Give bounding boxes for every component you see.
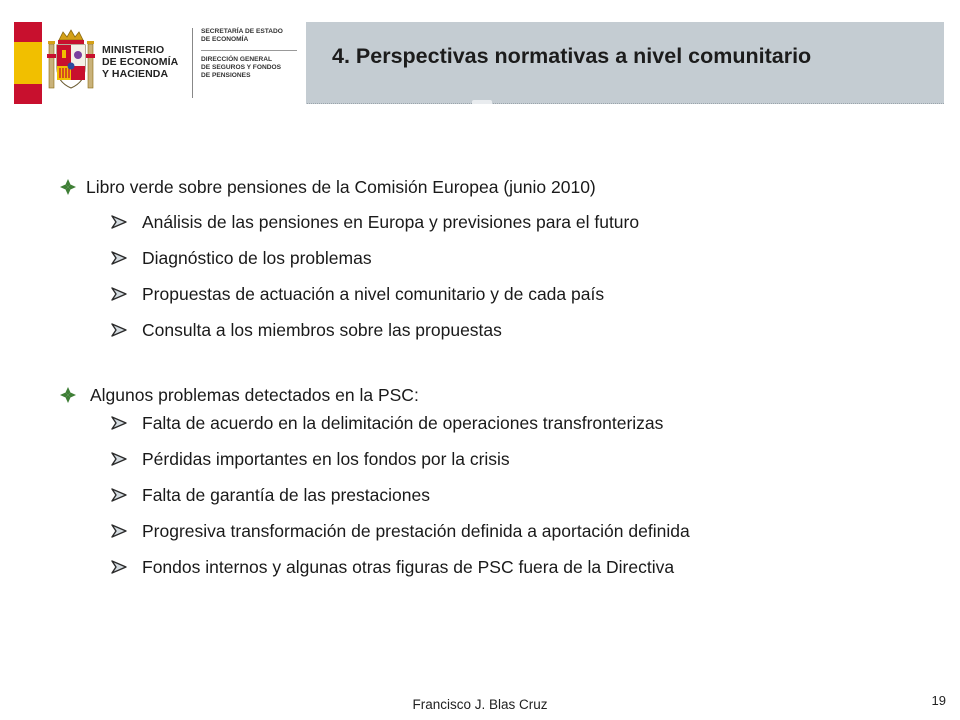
right-arrowhead-icon bbox=[110, 452, 128, 466]
right-arrowhead-icon bbox=[110, 560, 128, 574]
section-heading bbox=[58, 176, 938, 198]
section-items bbox=[110, 204, 938, 348]
coat-of-arms-icon bbox=[42, 22, 100, 104]
list-item-text: Falta de garantía de las prestaciones bbox=[142, 485, 430, 505]
flag-strip bbox=[14, 22, 42, 104]
list-item bbox=[110, 441, 938, 477]
list-item-text: Consulta a los miembros sobre las propuestas bbox=[142, 320, 502, 340]
list-item bbox=[110, 405, 938, 441]
ministry-line-1: MINISTERIO bbox=[102, 44, 165, 56]
right-arrowhead-icon bbox=[110, 416, 128, 430]
agency-1-line-1: SECRETARÍA DE ESTADO bbox=[201, 28, 283, 35]
agency-2-line-3: DE PENSIONES bbox=[201, 72, 251, 79]
list-item bbox=[110, 240, 938, 276]
section-green-paper bbox=[58, 176, 938, 348]
four-petal-diamond-icon bbox=[58, 385, 78, 405]
list-item-text: Propuestas de actuación a nivel comunitario y de cada país bbox=[142, 284, 605, 304]
list-item-text: Diagnóstico de los problemas bbox=[142, 248, 372, 268]
right-arrowhead-icon bbox=[110, 287, 128, 301]
list-item-text: Pérdidas importantes en los fondos por la crisis bbox=[142, 449, 510, 469]
right-arrowhead-icon bbox=[110, 323, 128, 337]
agency-separator bbox=[201, 50, 297, 51]
right-arrowhead-icon bbox=[110, 488, 128, 502]
agency-1-line-2: DE ECONOMÍA bbox=[201, 36, 249, 43]
section-problems bbox=[58, 384, 938, 585]
header-tab-mark bbox=[472, 100, 492, 104]
page-number: 19 bbox=[931, 693, 946, 708]
list-item bbox=[110, 312, 938, 348]
section-heading-text: Algunos problemas detectados en la PSC: bbox=[90, 385, 419, 405]
ministry-name bbox=[100, 22, 192, 104]
list-item bbox=[110, 477, 938, 513]
agency-names bbox=[193, 22, 305, 104]
section-heading bbox=[58, 384, 938, 406]
list-item-text: Fondos internos y algunas otras figuras de PSC fuera de la Directiva bbox=[142, 557, 675, 577]
agency-2-line-1: DIRECCIÓN GENERAL bbox=[201, 56, 273, 63]
list-item-text: Falta de acuerdo en la delimitación de operaciones transfronterizas bbox=[142, 413, 664, 433]
section-items bbox=[110, 405, 938, 585]
slide-title: 4. Perspectivas normativas a nivel comunitario bbox=[332, 44, 812, 68]
ministry-line-3: Y HACIENDA bbox=[102, 68, 169, 80]
right-arrowhead-icon bbox=[110, 215, 128, 229]
right-arrowhead-icon bbox=[110, 251, 128, 265]
list-item-text: Progresiva transformación de prestación definida a aportación definida bbox=[142, 521, 690, 541]
footer-author: Francisco J. Blas Cruz bbox=[412, 697, 548, 712]
list-item bbox=[110, 549, 938, 585]
right-arrowhead-icon bbox=[110, 524, 128, 538]
ministry-logo bbox=[14, 22, 306, 104]
list-item bbox=[110, 276, 938, 312]
list-item bbox=[110, 204, 938, 240]
section-heading-text: Libro verde sobre pensiones de la Comisión Europea (junio 2010) bbox=[86, 177, 596, 197]
four-petal-diamond-icon bbox=[58, 177, 78, 197]
agency-2-line-2: DE SEGUROS Y FONDOS bbox=[201, 64, 281, 71]
ministry-line-2: DE ECONOMÍA bbox=[102, 56, 179, 68]
list-item bbox=[110, 513, 938, 549]
list-item-text: Análisis de las pensiones en Europa y previsiones para el futuro bbox=[142, 212, 640, 232]
